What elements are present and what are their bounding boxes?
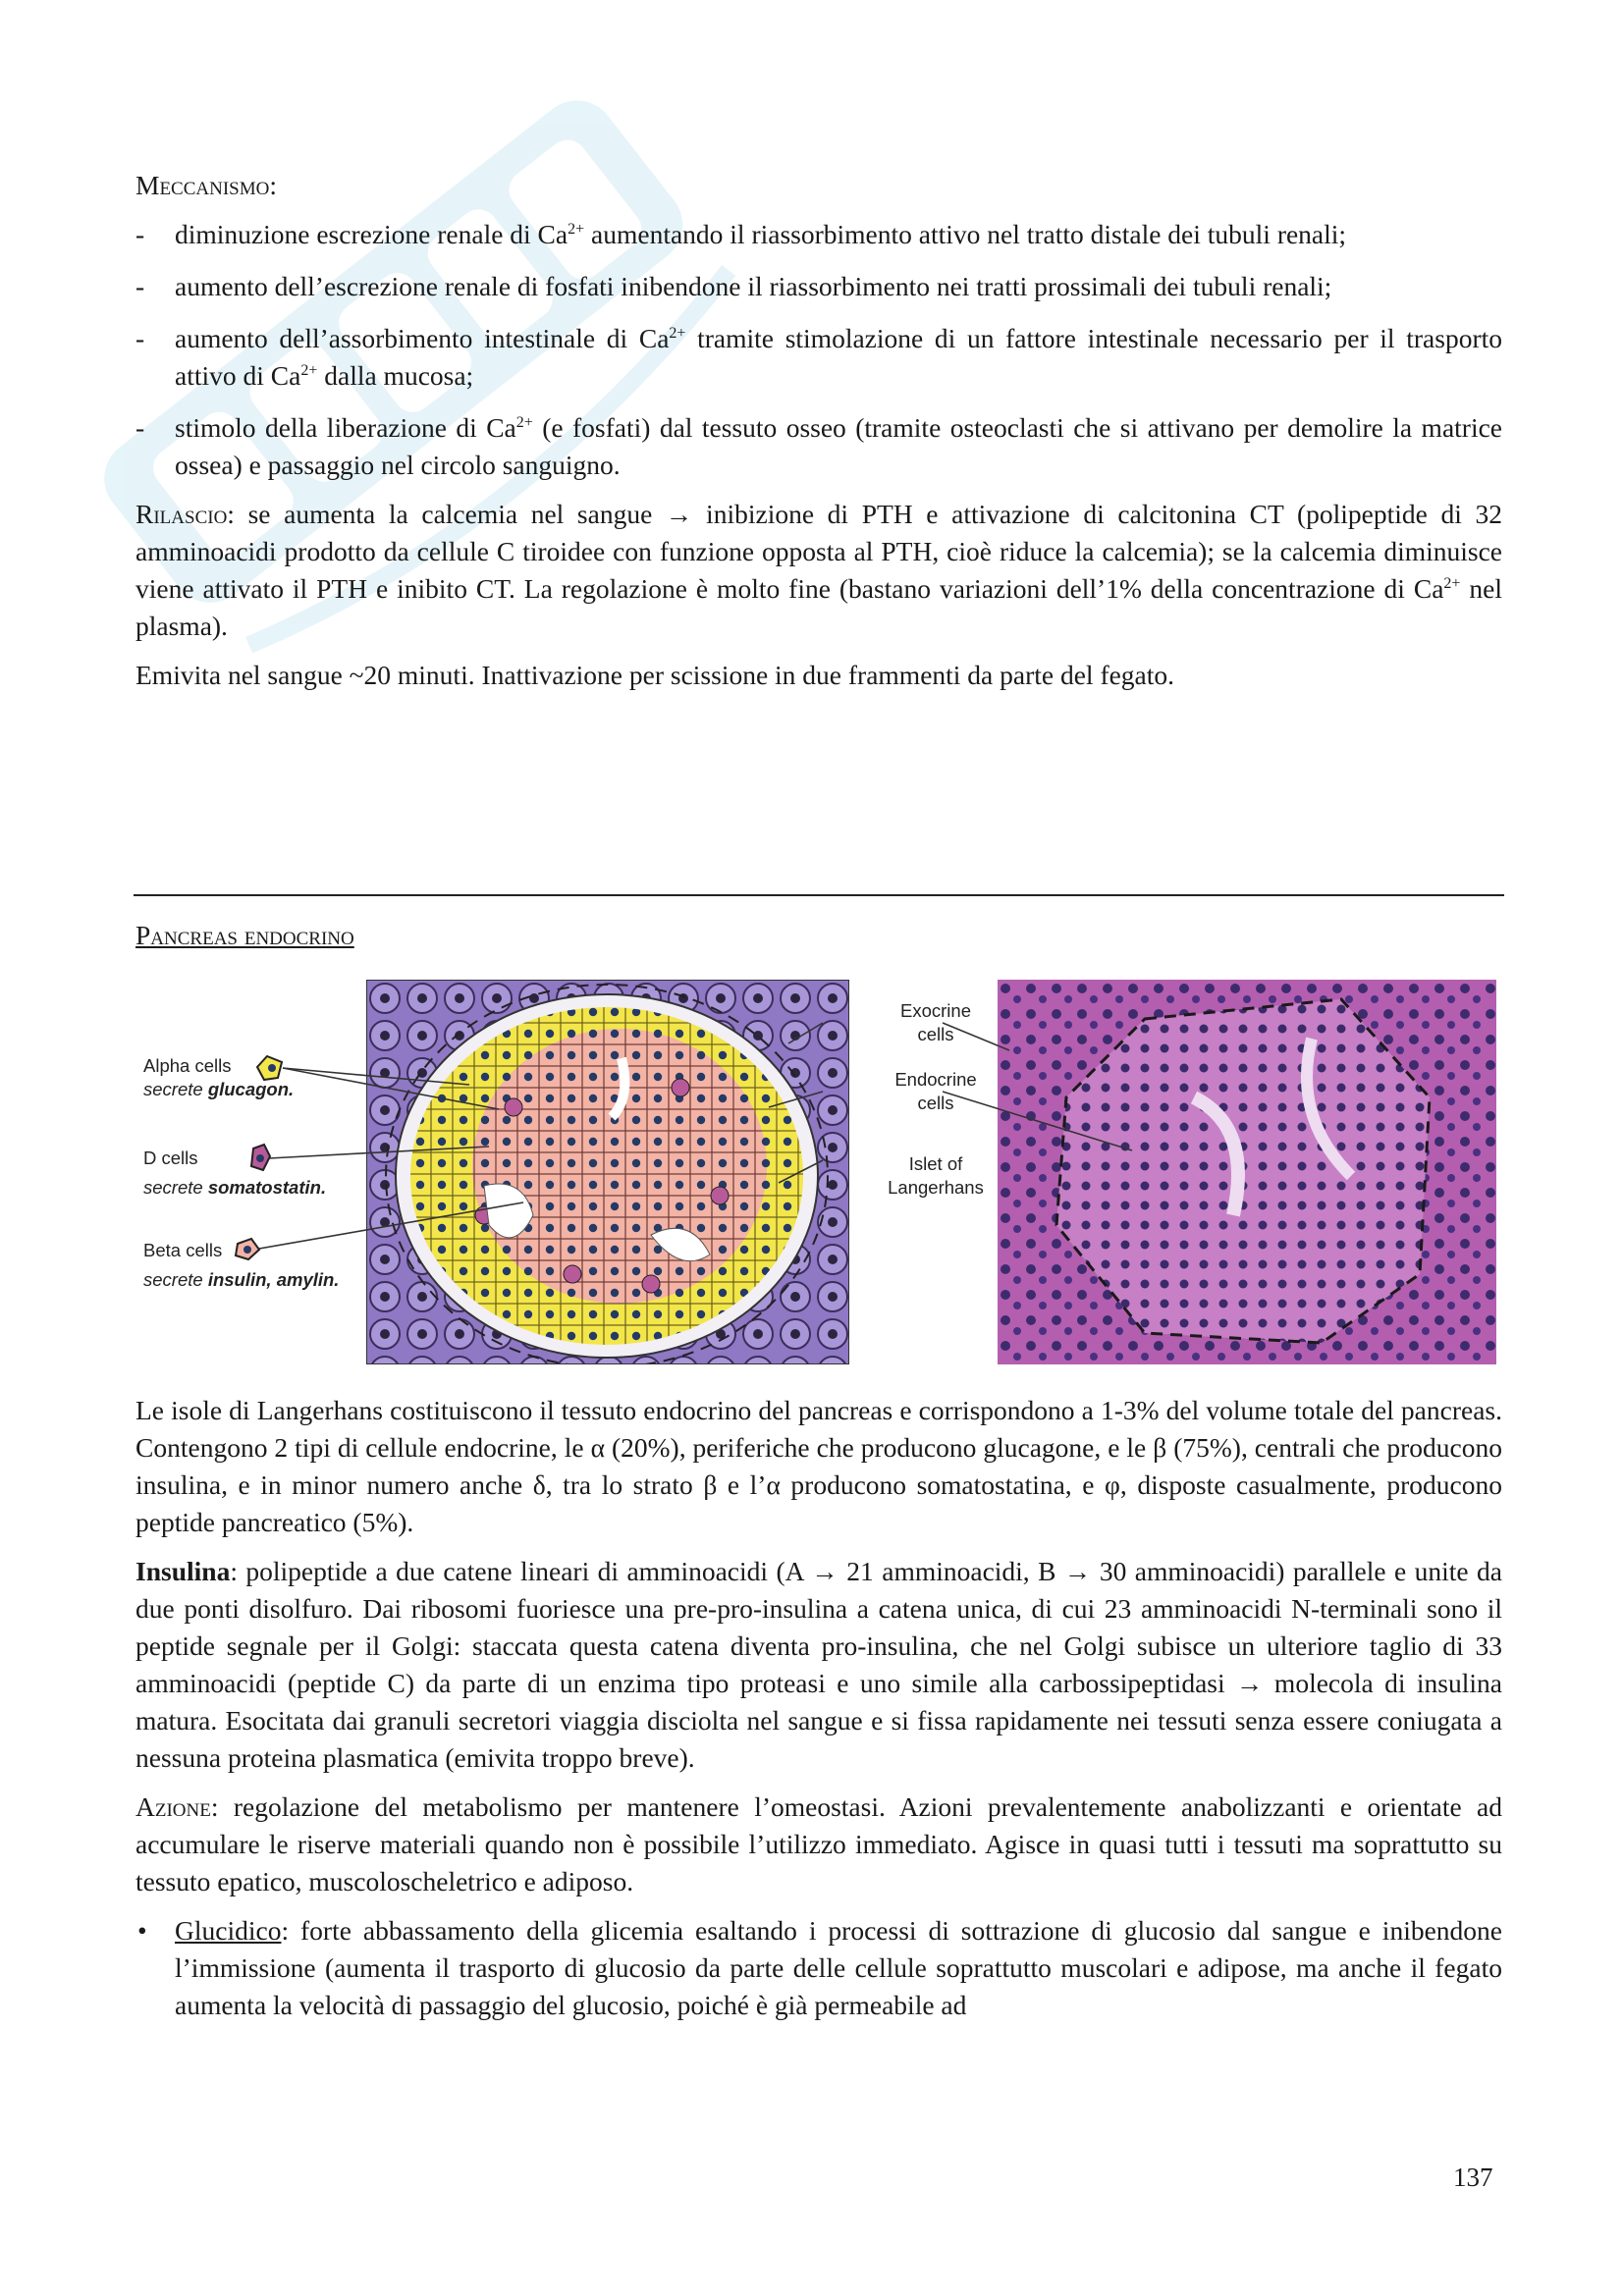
list-text: aumentando il riassorbimento attivo nel tratto distale dei tubuli renali; <box>584 219 1347 249</box>
beta-hormone: insulin, amylin. <box>207 1269 340 1290</box>
list-item <box>135 1912 1502 2024</box>
insulin-paragraph <box>135 1553 1502 1777</box>
islet-figure <box>135 972 1502 1369</box>
superscript: 2+ <box>1443 574 1461 592</box>
beta-cells-name: Beta cells <box>143 1240 223 1260</box>
action-list <box>135 1912 1502 2024</box>
release-label: Rilascio <box>135 499 228 529</box>
d-secrete-text: secrete <box>143 1177 208 1198</box>
action-text: : regolazione del metabolismo per mantenere l’omeostasi. Azioni prevalentemente anabolizzanti e orientate ad accumulare le riserve materiali quando non è possibile l’utilizzo immediato. Agisce in quasi tutti i tessuti ma soprattutto su tessuto epatico, muscoloscheletrico e adiposo. <box>135 1791 1502 1896</box>
islet-label-line1: Islet of <box>908 1153 963 1174</box>
section-title: Pancreas endocrino <box>135 920 354 950</box>
glucidic-text: : forte abbassamento della glicemia esaltando i processi di sottrazione di glucosio dal sangue e inibendone l’immissione (aumenta il trasporto di glucosio da parte delle cellule soprattutto muscolari e adipose, ma anche il fegato aumenta la velocità di passaggio del glucosio, poiché è già permeabile ad <box>175 1915 1502 2020</box>
exocrine-cells-label <box>872 999 1000 1046</box>
release-text: : se aumenta la calcemia nel sangue → inibizione di PTH e attivazione di calcitonina CT (polipeptide di 32 amminoacidi prodotto da cellule C tiroidee con funzione opposta al PTH, cioè riduce la calcemia); se la calcemia diminuisce viene attivato il PTH e inibito CT. La regolazione è molto fine (bastano variazioni dell’1% della concentrazione di Ca <box>135 499 1502 604</box>
islet-label-line2: Langerhans <box>888 1177 984 1198</box>
figure-leader-lines <box>135 972 1502 1369</box>
list-item <box>135 320 1502 395</box>
list-marker: - <box>135 271 145 301</box>
list-marker: - <box>135 323 145 353</box>
mechanism-list <box>135 216 1502 484</box>
list-text: diminuzione escrezione renale di Ca <box>175 219 568 249</box>
list-marker: - <box>135 412 145 443</box>
endocrine-label-line2: cells <box>917 1093 954 1113</box>
pancreas-body <box>135 1392 1502 2024</box>
superscript: 2+ <box>300 361 318 379</box>
list-item <box>135 268 1502 305</box>
superscript: 2+ <box>669 324 686 342</box>
alpha-cells-name: Alpha cells <box>143 1055 232 1076</box>
alpha-cells-label <box>143 1054 294 1101</box>
alpha-hormone: glucagon. <box>207 1079 295 1099</box>
endocrine-cells-label <box>872 1068 1000 1115</box>
beta-cells-label <box>143 1239 339 1292</box>
list-text: stimolo della liberazione di Ca <box>175 412 516 443</box>
list-text: aumento dell’assorbimento intestinale di Ca <box>175 323 670 353</box>
exocrine-label-line1: Exocrine <box>900 1000 971 1021</box>
release-text-end: nel plasma). <box>135 573 1502 641</box>
mechanism-label: Meccanismo: <box>135 170 277 200</box>
bullet-marker: • <box>137 1915 147 1946</box>
action-label: Azione <box>135 1791 211 1822</box>
d-cells-name: D cells <box>143 1148 198 1168</box>
d-hormone: somatostatin. <box>207 1177 327 1198</box>
list-item <box>135 216 1502 253</box>
mechanism-section <box>135 167 1502 694</box>
superscript: 2+ <box>515 413 533 431</box>
list-text: dalla mucosa; <box>317 360 474 391</box>
endocrine-label-line1: Endocrine <box>894 1069 977 1090</box>
page-number: 137 <box>1453 2163 1493 2192</box>
action-paragraph <box>135 1789 1502 1900</box>
insulin-text: : polipeptide a due catene lineari di amminoacidi (A → 21 amminoacidi, B → 30 amminoacidi) parallele e unite da due ponti disolfuro. Dai ribosomi fuoriesce una pre-pro-insulina a catena unica, di cui 23 amminoacidi N-terminali sono il peptide segnale per il Golgi: staccata questa catena diventa pro-insulina, che nel Golgi subisce un ulteriore taglio di 33 amminoacidi (peptide C) da parte di un enzima tipo proteasi e uno simile alla carbossipeptidasi → molecola di insulina matura. Esocitata dai granuli secretori viaggia disciolta nel sangue e si fissa rapidamente nei tessuti senza essere coniugata a nessuna proteina plasmatica (emivita troppo breve). <box>135 1556 1502 1773</box>
list-item <box>135 409 1502 484</box>
half-life-paragraph: Emivita nel sangue ~20 minuti. Inattivazione per scissione in due frammenti da parte del fegato. <box>135 660 1175 690</box>
list-marker: - <box>135 219 145 249</box>
list-text: tramite stimolazione di un fattore intestinale necessario per il trasporto attivo di Ca <box>175 323 1502 391</box>
beta-secrete-text: secrete <box>143 1269 208 1290</box>
list-text: (e fosfati) dal tessuto osseo (tramite osteoclasti che si attivano per demolire la matrice ossea) e passaggio nel circolo sanguigno. <box>175 412 1503 480</box>
insulin-label: Insulina <box>135 1556 231 1586</box>
section-divider <box>134 894 1504 896</box>
release-paragraph <box>135 496 1502 645</box>
list-text: aumento dell’escrezione renale di fosfati inibendone il riassorbimento nei tratti prossimali dei tubuli renali; <box>175 271 1332 301</box>
islet-label <box>872 1152 1000 1200</box>
islets-paragraph: Le isole di Langerhans costituiscono il tessuto endocrino del pancreas e corrispondono a 1-3% del volume totale del pancreas. Contengono 2 tipi di cellule endocrine, le α (20%), periferiche che producono glucagone, e le β (75%), centrali che producono insulina, e in minor numero anche δ, tra lo strato β e l’α producono somatostatina, e φ, disposte casualmente, producono peptide pancreatico (5%). <box>135 1395 1502 1537</box>
glucidic-label: Glucidico <box>175 1915 282 1946</box>
superscript: 2+ <box>568 220 585 238</box>
alpha-secrete-text: secrete <box>143 1079 208 1099</box>
d-cells-label <box>143 1147 326 1200</box>
section-title-wrap <box>135 917 1502 954</box>
exocrine-label-line2: cells <box>917 1024 954 1044</box>
